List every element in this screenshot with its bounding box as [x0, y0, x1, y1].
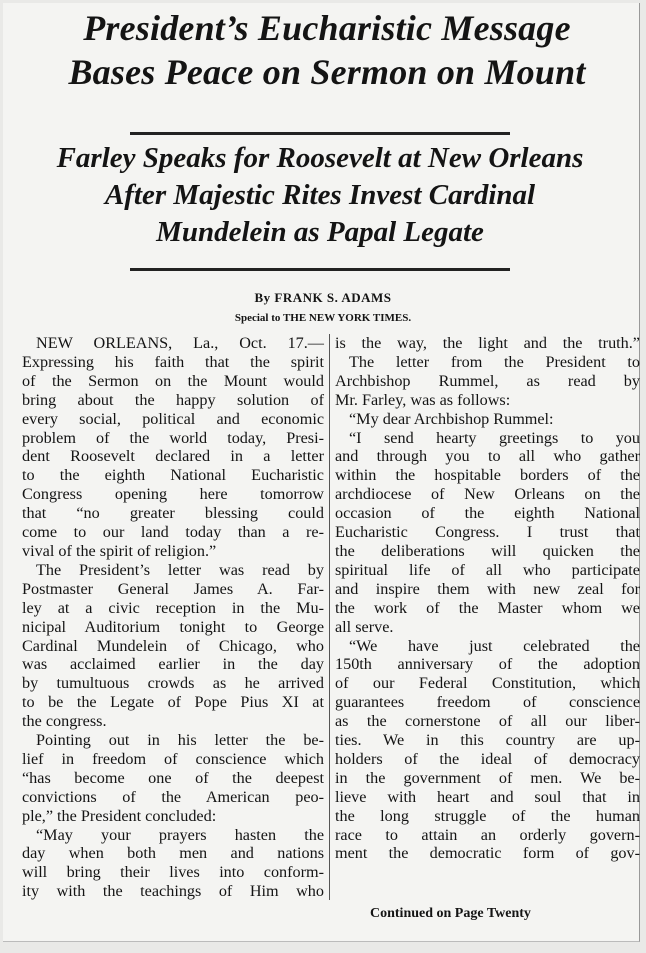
text-line: to be the Legate of Pope Pius XI at [22, 693, 324, 712]
text-line: lief in freedom of conscience which [22, 749, 324, 768]
text-line: “I send hearty greetings to you [349, 428, 640, 447]
text-line: problem of the world today, Presi- [22, 428, 324, 447]
text-line: the deliberations will quicken the [335, 541, 640, 560]
subheadline-line-3: Mundelein as Papal Legate [156, 216, 484, 248]
text-line: “My dear Archbishop Rummel: [349, 409, 554, 428]
text-line: race to attain an orderly govern- [335, 825, 640, 844]
subheadline-line-1: Farley Speaks for Roosevelt at New Orleans [56, 142, 584, 174]
article-column-1 [22, 334, 324, 901]
text-line: bring about the happy solution of [22, 390, 324, 409]
headline-rule-top [130, 132, 510, 135]
text-line: ley at a civic reception in the Mu- [22, 598, 324, 617]
text-line: nicipal Auditorium tonight to George [22, 617, 324, 636]
headline-line-2: Bases Peace on Sermon on Mount [68, 52, 586, 92]
text-line: Cardinal Mundelein of Chicago, who [22, 636, 324, 655]
text-line: ties. We in this country are up- [335, 731, 640, 750]
text-line: within the hospitable borders of the [335, 466, 640, 485]
text-line: Eucharistic Congress. I trust that [335, 523, 640, 542]
text-line: come to our land today than a re- [22, 523, 324, 542]
text-line: NEW ORLEANS, La., Oct. 17.— [36, 334, 324, 352]
text-line: the work of the Master whom we [335, 598, 640, 617]
text-line: will bring their lives into conform- [22, 863, 324, 882]
text-line: dent Roosevelt declared in a letter [22, 447, 324, 466]
text-line: in the government of men. We be- [335, 768, 640, 787]
subheadline-line-2: After Majestic Rites Invest Cardinal [104, 179, 536, 211]
text-line: ple,” the President concluded: [22, 806, 217, 825]
text-line: and inspire them with new zeal for [335, 579, 640, 598]
text-line: “We have just celebrated the [349, 636, 640, 655]
text-line: was acclaimed earlier in the day [22, 655, 324, 674]
text-line: by tumultuous crowds as he arrived [22, 674, 324, 693]
text-line: the long struggle of the human [335, 806, 640, 825]
text-line: day when both men and nations [22, 844, 324, 863]
text-line: The letter from the President to [349, 352, 640, 371]
text-line: The President’s letter was read by [36, 560, 324, 579]
column-divider [329, 334, 330, 900]
text-line: lieve with heart and soul that in [335, 787, 640, 806]
text-line: as the cornerstone of all our liber- [335, 712, 640, 731]
text-line: of the Sermon on the Mount would [22, 371, 324, 390]
text-line: “May your prayers hasten the [36, 825, 324, 844]
text-line: convictions of the American peo- [22, 787, 324, 806]
sub-headline [0, 140, 640, 251]
text-line: Mr. Farley, was as follows: [335, 390, 511, 409]
text-line: 150th anniversary of the adoption [335, 655, 640, 674]
text-line: Archbishop Rummel, as read by [335, 371, 640, 390]
text-line: Pointing out in his letter the be- [36, 731, 324, 750]
text-line: Postmaster General James A. Far- [22, 579, 324, 598]
headline-line-1: President’s Eucharistic Message [83, 8, 571, 48]
text-line: Congress opening here tomorrow [22, 485, 324, 504]
text-line: holders of the ideal of democracy [335, 749, 640, 768]
text-line: to the eighth National Eucharistic [22, 466, 324, 485]
text-line: occasion of the eighth National [335, 504, 640, 523]
text-line: and through you to all who gather [335, 447, 640, 466]
text-line: that “no greater blessing could [22, 504, 324, 523]
text-line: every social, political and economic [22, 409, 324, 428]
special-credit: Special to THE NEW YORK TIMES. [234, 312, 412, 324]
text-line: of our Federal Constitution, which [335, 674, 640, 693]
byline: By FRANK S. ADAMS [254, 290, 392, 305]
text-line: archdiocese of New Orleans on the [335, 485, 640, 504]
text-line: the congress. [22, 712, 107, 731]
text-line: is the way, the light and the truth.” [335, 334, 640, 352]
text-line: all serve. [335, 617, 394, 636]
continued-notice: Continued on Page Twenty [370, 906, 531, 921]
text-line: ment the democratic form of gov- [335, 844, 640, 863]
text-line: guarantees freedom of conscience [335, 693, 640, 712]
text-line: vival of the spirit of religion.” [22, 541, 217, 560]
text-line: Expressing his faith that the spirit [22, 352, 324, 371]
main-headline [12, 6, 642, 94]
article-column-2 [335, 334, 640, 863]
text-line: “has become one of the deepest [22, 768, 324, 787]
text-line: spiritual life of all who participate [335, 560, 640, 579]
text-line: ity with the teachings of Him who [22, 882, 324, 901]
headline-rule-bottom [130, 268, 510, 271]
